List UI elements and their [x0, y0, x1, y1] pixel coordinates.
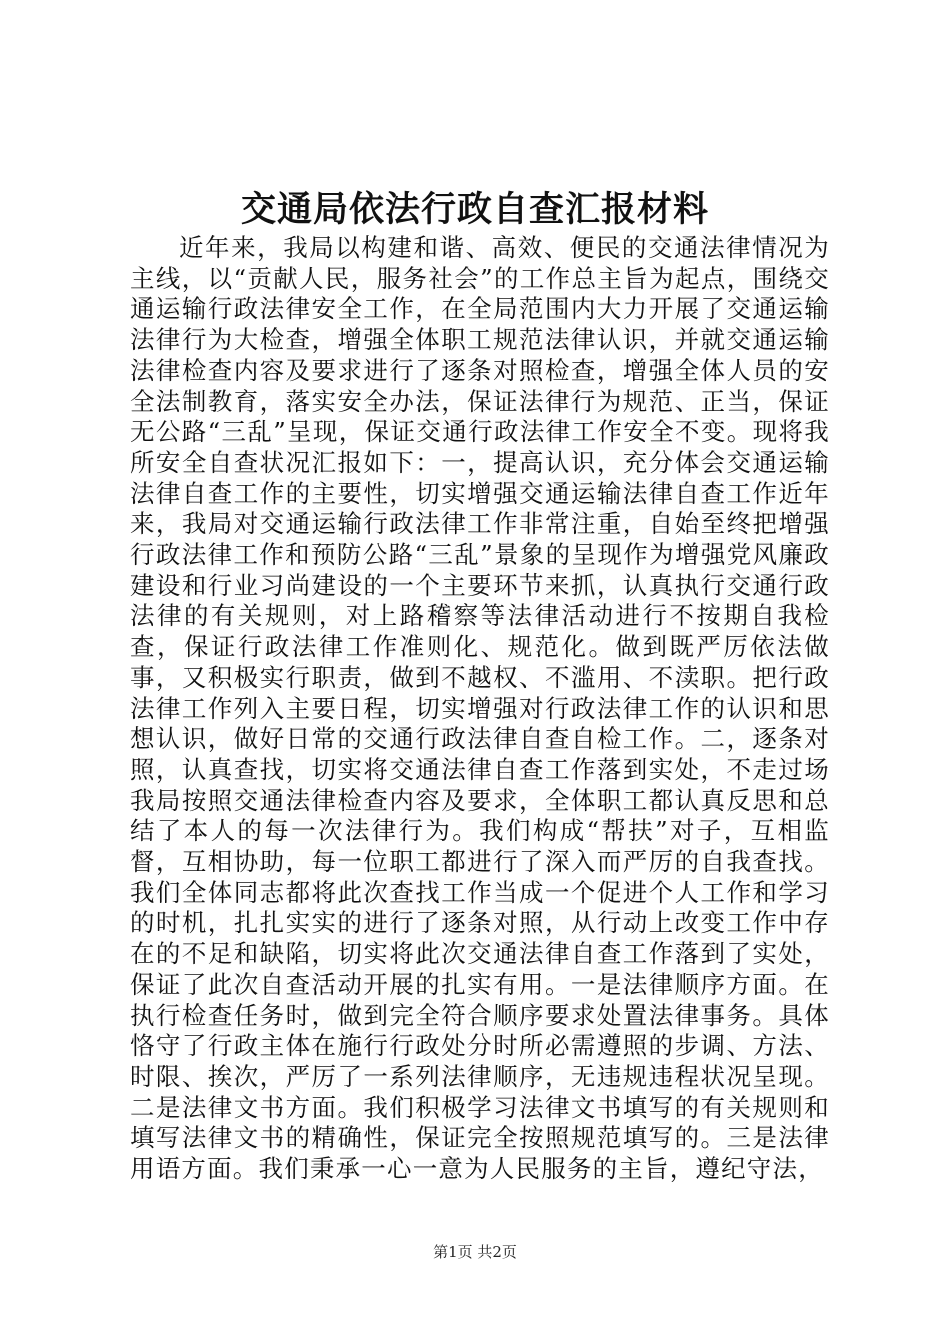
document-title: 交通局依法行政自查汇报材料	[240, 189, 709, 230]
document-body: 近年来，我局以构建和谐、高效、便民的交通法律情况为主线，以“贡献人民，服务社会”的工作总主旨为起点，围绕交通运输行政法律安全工作，在全局范围内大力开展了交通运输法律行为大检查，增强全体职工规范法律认识，并就交通运输法律检查内容及要求进行了逐条对照检查，增强全体人员的安全法制教育，落实安全办法，保证法律行为规范、正当，保证无公路“三乱”呈现，保证交通行政法律工作安全不变。现将我所安全自查状况汇报如下：一，提高认识，充分体会交通运输法律自查工作的主要性，切实增强交通运输法律自查工作近年来，我局对交通运输行政法律工作非常注重，自始至终把增强行政法律工作和预防公路“三乱”景象的呈现作为增强党风廉政建设和行业习尚建设的一个主要环节来抓，认真执行交通行政法律的有关规则，对上路稽察等法律活动进行不按期自我检查，保证行政法律工作准则化、规范化。做到既严厉依法做事，又积极实行职责，做到不越权、不滥用、不渎职。把行政法律工作列入主要日程，切实增强对行政法律工作的认识和思想认识，做好日常的交通行政法律自查自检工作。二，逐条对照，认真查找，切实将交通法律自查工作落到实处，不走过场我局按照交通法律检查内容及要求，全体职工都认真反思和总结了本人的每一次法律行为。我们构成“帮扶”对子，互相监督，互相协助，每一位职工都进行了深入而严厉的自我查找。我们全体同志都将此次查找工作当成一个促进个人工作和学习的时机，扎扎实实的进行了逐条对照，从行动上改变工作中存在的不足和缺陷，切实将此次交通法律自查工作落到了实处，保证了此次自查活动开展的扎实有用。一是法律顺序方面。在执行检查任务时，做到完全符合顺序要求处置法律事务。具体恪守了行政主体在施行行政处分时所必需遵照的步调、方法、时限、挨次，严厉了一系列法律顺序，无违规违程状况呈现。二是法律文书方面。我们积极学习法律文书填写的有关规则和填写法律文书的精确性，保证完全按照规范填写的。三是法律用语方面。我们秉承一心一意为人民服务的主旨，遵纪守法，	[130, 233, 830, 1184]
page-number: 第1页 共2页	[433, 1243, 517, 1261]
